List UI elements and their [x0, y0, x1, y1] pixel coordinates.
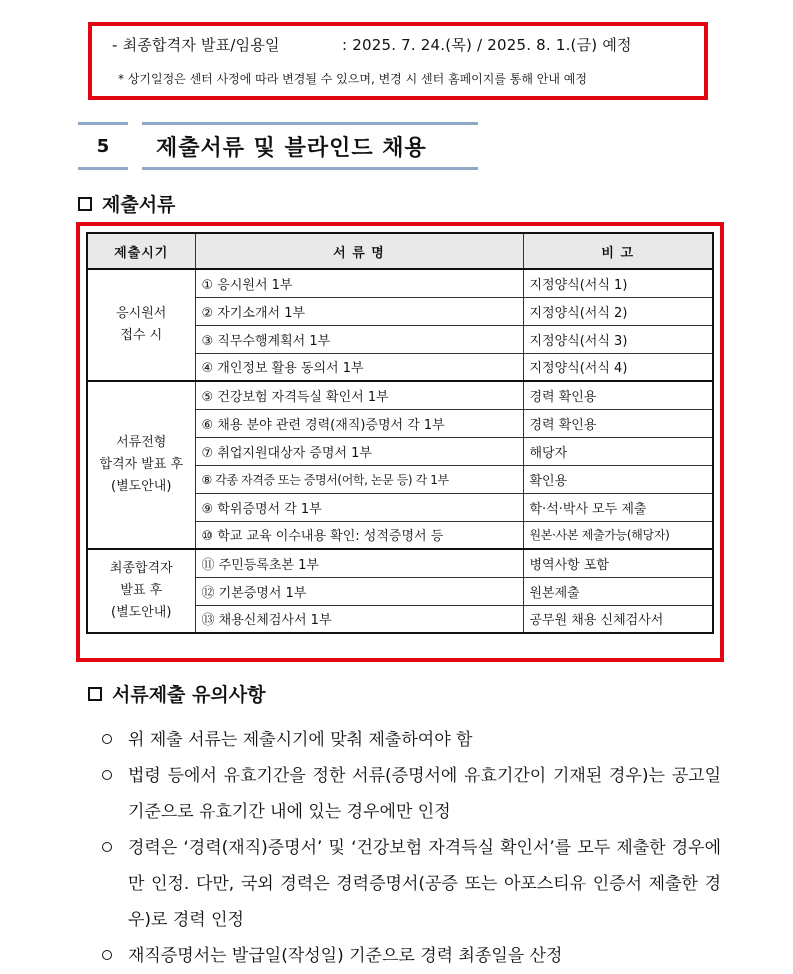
when-line: 서류전형: [116, 435, 167, 450]
when-line: (별도안내): [111, 605, 172, 620]
document-item: ⑧ 각종 자격증 또는 증명서(어학, 논문 등) 각 1부: [195, 465, 523, 493]
note-text: 위 제출 서류는 제출시기에 맞춰 제출하여야 함: [128, 730, 473, 750]
header-when: 제출시기: [87, 233, 195, 269]
header-document: 서 류 명: [195, 233, 523, 269]
document-note: 해당자: [523, 437, 713, 465]
circle-bullet-icon: [102, 842, 112, 852]
note-text: 재직증명서는 발급일(작성일) 기준으로 경력 최종일을 산정: [128, 946, 563, 966]
table-row: [87, 549, 713, 577]
table-header-row: [87, 233, 713, 269]
document-note: 경력 확인용: [523, 381, 713, 409]
section-heading: [78, 122, 478, 170]
document-note: 원본·사본 제출가능(해당자): [523, 521, 713, 549]
document-item: ⑨ 학위증명서 각 1부: [195, 493, 523, 521]
document-item: ⑤ 건강보험 자격득실 확인서 1부: [195, 381, 523, 409]
circle-bullet-icon: [102, 950, 112, 960]
document-item: ① 응시원서 1부: [195, 269, 523, 297]
documents-table: [86, 232, 714, 634]
table-row: [87, 381, 713, 409]
document-item: ⑪ 주민등록초본 1부: [195, 549, 523, 577]
document-note: 공무원 채용 신체검사서: [523, 605, 713, 633]
document-item: ③ 직무수행계획서 1부: [195, 325, 523, 353]
document-note: 병역사항 포함: [523, 549, 713, 577]
document-note: 학·석·박사 모두 제출: [523, 493, 713, 521]
when-line: 합격자 발표 후: [99, 457, 184, 472]
checkbox-square-icon: [78, 197, 92, 211]
notes-heading-text: 서류제출 유의사항: [112, 684, 266, 706]
when-line: 최종합격자: [109, 561, 173, 576]
document-note: 지정양식(서식 1): [523, 269, 713, 297]
list-item: [96, 758, 721, 830]
document-note: 지정양식(서식 2): [523, 297, 713, 325]
group-when-cell: [87, 549, 195, 633]
table-row: [87, 269, 713, 297]
schedule-highlight-box: [88, 22, 708, 100]
docs-heading-text: 제출서류: [102, 194, 176, 216]
circle-bullet-icon: [102, 770, 112, 780]
circle-bullet-icon: [102, 734, 112, 744]
document-item: ⑫ 기본증명서 1부: [195, 577, 523, 605]
document-item: ④ 개인정보 활용 동의서 1부: [195, 353, 523, 381]
document-item: ⑬ 채용신체검사서 1부: [195, 605, 523, 633]
document-item: ⑦ 취업지원대상자 증명서 1부: [195, 437, 523, 465]
schedule-value: : 2025. 7. 24.(목) / 2025. 8. 1.(금) 예정: [342, 36, 632, 54]
list-item: [96, 830, 721, 938]
document-note: 지정양식(서식 3): [523, 325, 713, 353]
document-item: ⑥ 채용 분야 관련 경력(재직)증명서 각 1부: [195, 409, 523, 437]
when-line: 접수 시: [120, 328, 163, 343]
list-item: [96, 722, 721, 758]
schedule-note: * 상기일정은 센터 사정에 따라 변경될 수 있으며, 변경 시 센터 홈페이지를 통해 안내 예정: [118, 72, 587, 86]
section-number: 5: [78, 122, 128, 170]
document-item: ② 자기소개서 1부: [195, 297, 523, 325]
note-text: 법령 등에서 유효기간을 정한 서류(증명서에 유효기간이 기재된 경우)는 공고일 기준으로 유효기간 내에 있는 경우에만 인정: [128, 766, 721, 822]
docs-table-highlight-box: [76, 222, 724, 662]
group-when-cell: [87, 381, 195, 549]
document-note: 경력 확인용: [523, 409, 713, 437]
when-line: (별도안내): [111, 479, 172, 494]
document-note: 원본제출: [523, 577, 713, 605]
document-item: ⑩ 학교 교육 이수내용 확인: 성적증명서 등: [195, 521, 523, 549]
notes-heading: [88, 680, 265, 707]
list-item: [96, 938, 721, 974]
when-line: 응시원서: [116, 306, 167, 321]
document-note: 지정양식(서식 4): [523, 353, 713, 381]
when-line: 발표 후: [120, 583, 163, 598]
final-announcement-line: [112, 34, 632, 55]
schedule-label: - 최종합격자 발표/임용일: [112, 36, 280, 54]
note-text: 경력은 ‘경력(재직)증명서’ 및 ‘건강보험 자격득실 확인서’를 모두 제출한 경우에만 인정. 다만, 국외 경력은 경력증명서(공증 또는 아포스티유 인증서 제출한 경우)로 경력 인정: [128, 838, 721, 930]
checkbox-square-icon: [88, 687, 102, 701]
section-title: 제출서류 및 블라인드 채용: [142, 122, 478, 170]
document-note: 확인용: [523, 465, 713, 493]
docs-heading: [78, 190, 175, 217]
group-when-cell: [87, 269, 195, 381]
notes-list: [96, 722, 721, 974]
header-note: 비 고: [523, 233, 713, 269]
